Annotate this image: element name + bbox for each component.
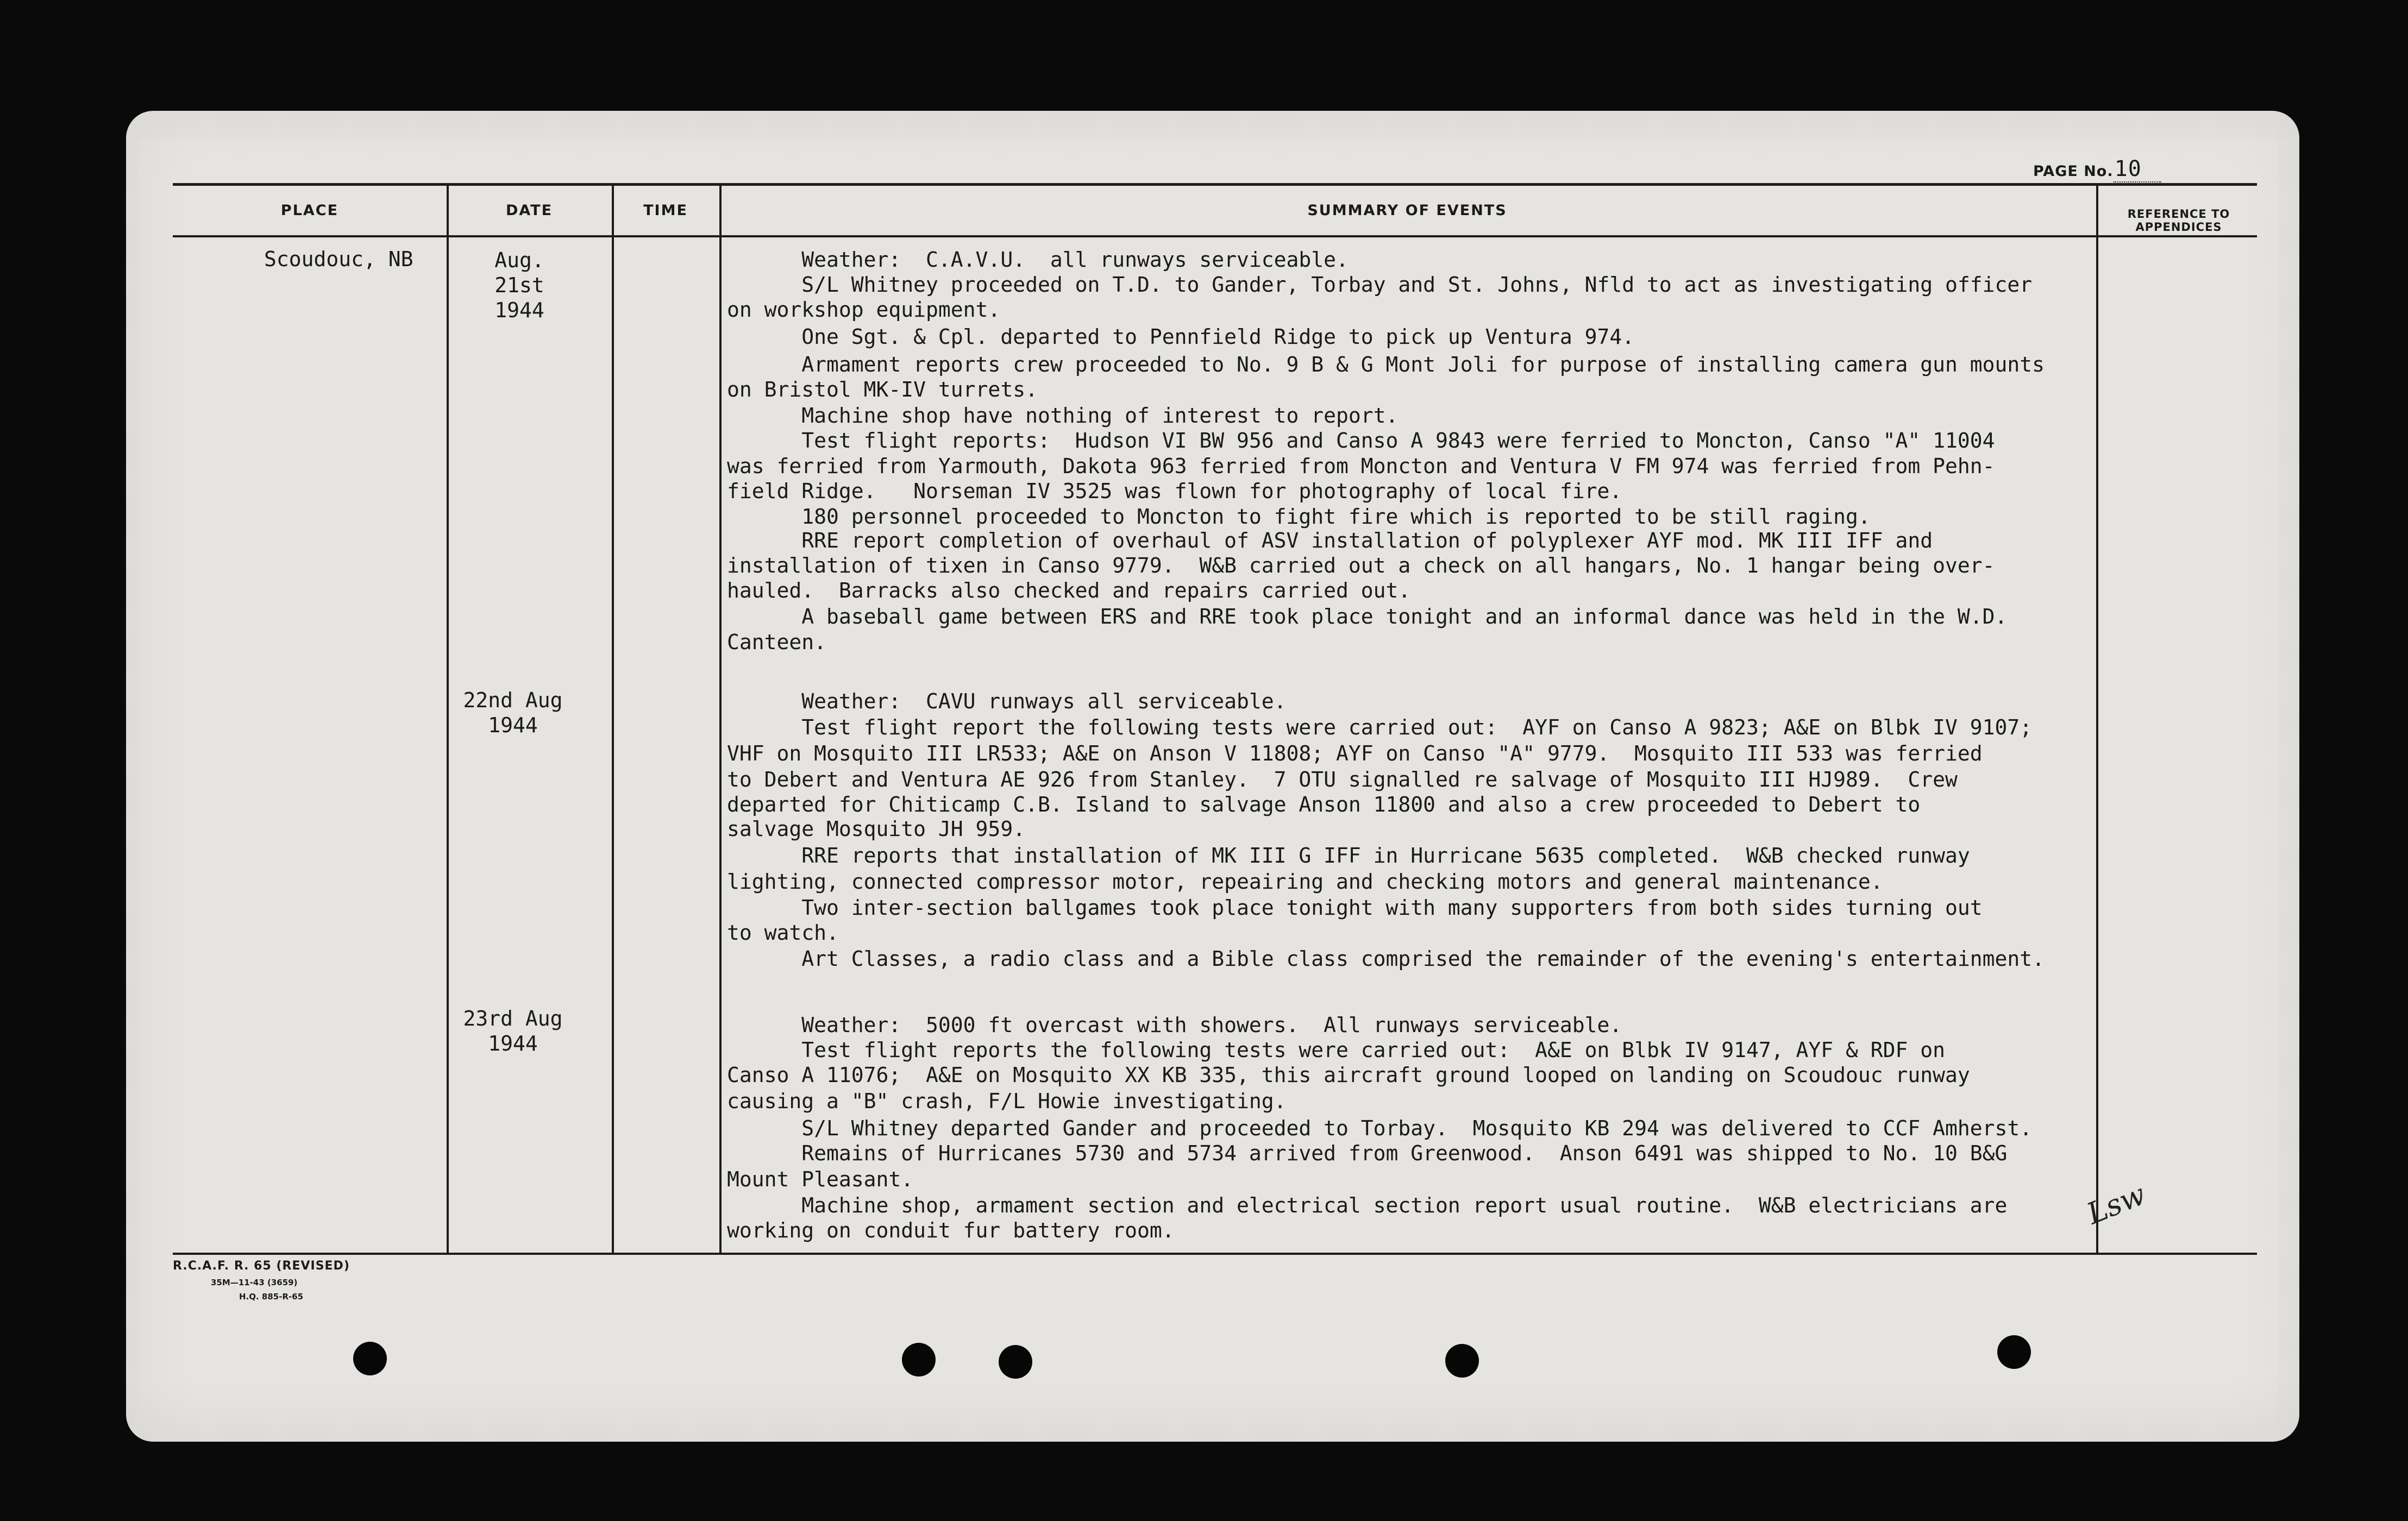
binder-hole-1 — [353, 1342, 387, 1375]
binder-hole-4 — [1445, 1344, 1479, 1378]
summary-line: Mount Pleasant. — [727, 1167, 914, 1191]
date-1-line1: Aug. 21st — [494, 248, 544, 297]
summary-line: VHF on Mosquito III LR533; A&E on Anson V 11808; AYF on Canso "A" 9779. Mosquito III 533 was ferried — [727, 741, 1983, 765]
table-bottom-rule — [173, 1253, 2257, 1255]
summary-line: Weather: C.A.V.U. all runways serviceable. — [727, 248, 1349, 272]
header-top-rule — [173, 183, 2257, 186]
page-number-label — [2033, 156, 2161, 181]
summary-line: on workshop equipment. — [727, 298, 1001, 322]
summary-line: Test flight reports the following tests were carried out: A&E on Blbk IV 9147, AYF & RDF on — [727, 1038, 1946, 1062]
column-divider-time-summary — [719, 183, 722, 1253]
date-3-line2: 1944 — [488, 1032, 538, 1055]
summary-line: hauled. Barracks also checked and repairs carried out. — [727, 579, 1411, 602]
summary-line: S/L Whitney proceeded on T.D. to Gander, Torbay and St. Johns, Nfld to act as investigating officer — [727, 273, 2033, 297]
summary-line: A baseball game between ERS and RRE took place tonight and an informal dance was held in the W.D. — [727, 605, 2008, 628]
summary-line: Remains of Hurricanes 5730 and 5734 arrived from Greenwood. Anson 6491 was shipped to No. 10 B&G — [727, 1141, 2008, 1165]
summary-line: lighting, connected compressor motor, repeairing and checking motors and general maintenance. — [727, 870, 1883, 894]
summary-line: was ferried from Yarmouth, Dakota 963 ferried from Moncton and Ventura V FM 974 was ferried from Pehn- — [727, 454, 1995, 478]
handwritten-initials: Lsw — [2082, 1177, 2150, 1231]
summary-line: S/L Whitney departed Gander and proceeded to Torbay. Mosquito KB 294 was delivered to CCF Amherst. — [727, 1116, 2033, 1140]
date-entry-3 — [459, 1006, 567, 1056]
column-divider-place-date — [447, 183, 449, 1253]
summary-line: field Ridge. Norseman IV 3525 was flown for photography of local fire. — [727, 479, 1622, 503]
page-label-text: PAGE No. — [2033, 163, 2114, 180]
column-divider-date-time — [612, 183, 614, 1253]
header-reference-line1: REFERENCE TO — [2127, 208, 2230, 221]
header-place: PLACE — [280, 202, 339, 219]
summary-line: working on conduit fur battery room. — [727, 1218, 1175, 1242]
date-2-line2: 1944 — [488, 713, 538, 737]
summary-line: Test flight reports: Hudson VI BW 956 and Canso A 9843 were ferried to Moncton, Canso "A" 11004 — [727, 429, 1995, 452]
binder-hole-3 — [999, 1345, 1032, 1379]
date-entry-2 — [459, 688, 567, 738]
summary-line: installation of tixen in Canso 9779. W&B carried out a check on all hangars, No. 1 hangar being over- — [727, 554, 1995, 577]
header-time: TIME — [643, 202, 688, 219]
header-date: DATE — [505, 202, 553, 219]
summary-line: to Debert and Ventura AE 926 from Stanley. 7 OTU signalled re salvage of Mosquito III HJ989. Crew — [727, 768, 1958, 791]
place-entry: Scoudouc, NB — [264, 247, 413, 271]
header-reference-line2: APPENDICES — [2135, 221, 2222, 234]
page-number: 10 — [2114, 156, 2161, 183]
binder-hole-5 — [1997, 1335, 2031, 1369]
column-divider-summary-reference — [2096, 183, 2098, 1253]
summary-line: Canso A 11076; A&E on Mosquito XX KB 335, this aircraft ground looped on landing on Scoudouc runway — [727, 1063, 1970, 1087]
summary-line: departed for Chiticamp C.B. Island to salvage Anson 11800 and also a crew proceeded to Debert to — [727, 793, 1921, 816]
date-2-line1: 22nd Aug — [463, 688, 563, 712]
form-hq-code: H.Q. 885-R-65 — [239, 1292, 304, 1302]
summary-line: Armament reports crew proceeded to No. 9 B & G Mont Joli for purpose of installing camera gun mounts — [727, 353, 2045, 376]
form-number: R.C.A.F. R. 65 (REVISED) — [173, 1259, 350, 1273]
summary-line: Art Classes, a radio class and a Bible class comprised the remainder of the evening's entertainment. — [727, 947, 2045, 971]
form-print-code: 35M—11-43 (3659) — [211, 1278, 298, 1287]
header-summary: SUMMARY OF EVENTS — [1307, 202, 1507, 219]
summary-line: Machine shop have nothing of interest to report. — [727, 404, 1399, 428]
summary-line: 180 personnel proceeded to Moncton to fight fire which is reported to be still raging. — [727, 505, 1871, 529]
summary-line: RRE reports that installation of MK III G IFF in Hurricane 5635 completed. W&B checked runway — [727, 844, 1970, 868]
summary-line: RRE report completion of overhaul of ASV installation of polyplexer AYF mod. MK III IFF and — [727, 529, 1933, 552]
date-1-line2: 1944 — [494, 298, 544, 322]
summary-line: Weather: 5000 ft overcast with showers. All runways serviceable. — [727, 1013, 1622, 1037]
header-reference — [2108, 208, 2249, 234]
date-entry-1 — [465, 248, 574, 323]
summary-line: Canteen. — [727, 630, 827, 654]
summary-line: on Bristol MK-IV turrets. — [727, 378, 1038, 401]
summary-line: Test flight report the following tests were carried out: AYF on Canso A 9823; A&E on Blbk IV 9107; — [727, 715, 2033, 739]
date-3-line1: 23rd Aug — [463, 1007, 563, 1030]
summary-line: Weather: CAVU runways all serviceable. — [727, 689, 1287, 713]
summary-line: salvage Mosquito JH 959. — [727, 817, 1026, 841]
header-bottom-rule — [173, 235, 2257, 237]
summary-line: causing a "B" crash, F/L Howie investigating. — [727, 1089, 1287, 1113]
binder-hole-2 — [902, 1343, 936, 1377]
summary-line: to watch. — [727, 921, 839, 945]
summary-line: One Sgt. & Cpl. departed to Pennfield Ridge to pick up Ventura 974. — [727, 325, 1635, 349]
summary-line: Two inter-section ballgames took place tonight with many supporters from both sides turning out — [727, 896, 1983, 920]
summary-line: Machine shop, armament section and electrical section report usual routine. W&B electricians are — [727, 1193, 2008, 1217]
